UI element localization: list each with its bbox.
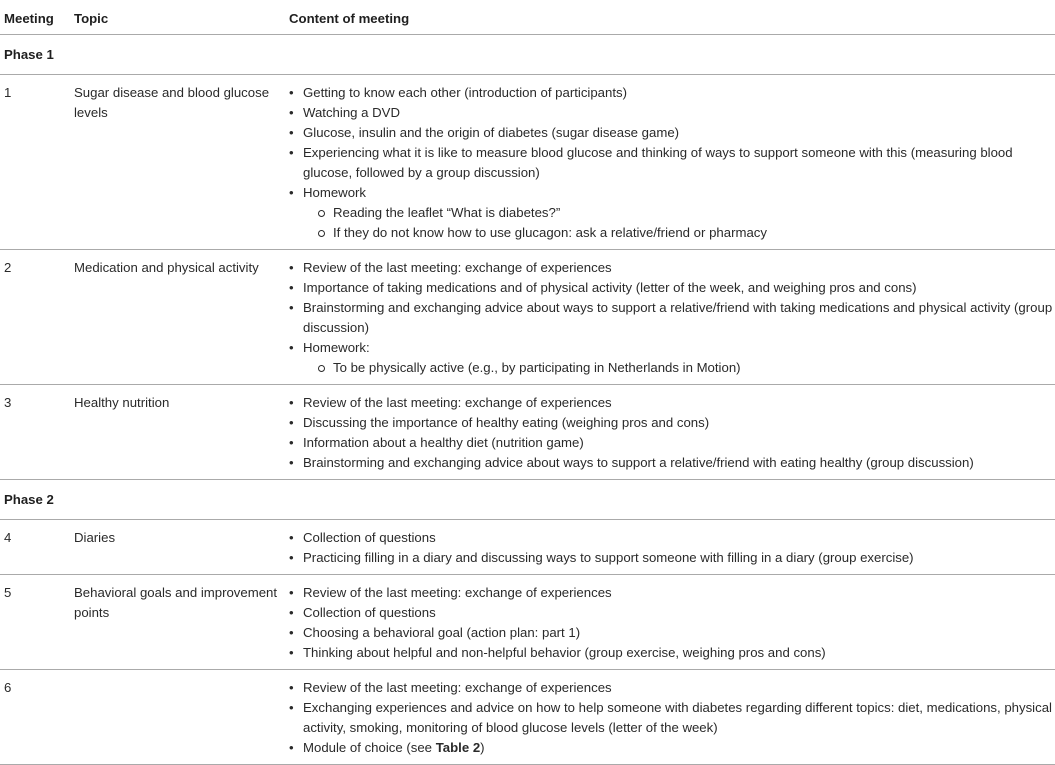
list-item-text: Experiencing what it is like to measure blood glucose and thinking of ways to support someone with this (measuring blood glucose, followed by a group discussion) <box>303 145 1013 180</box>
list-item-text: Homework <box>303 185 367 200</box>
meeting-content <box>285 75 1055 250</box>
list-item-text: Choosing a behavioral goal (action plan: part 1) <box>303 625 581 640</box>
list-item-text: Review of the last meeting: exchange of experiences <box>303 585 612 600</box>
meeting-topic: Diaries <box>70 520 285 575</box>
list-item-text: Module of choice (see <box>303 740 436 755</box>
list-item <box>289 143 1055 183</box>
list-item <box>289 393 1055 413</box>
list-item-text: Exchanging experiences and advice on how to help someone with diabetes regarding different topics: diet, medications, physical activity, smoking, monitoring of blood glucose levels (letter of the week) <box>303 700 1052 735</box>
list-item-text: Getting to know each other (introduction of participants) <box>303 85 628 100</box>
phase-label: Phase 2 <box>0 480 1055 520</box>
list-item-text: Review of the last meeting: exchange of experiences <box>303 395 612 410</box>
list-item-text: Discussing the importance of healthy eating (weighing pros and cons) <box>303 415 710 430</box>
meeting-topic: Behavioral goals and improvement points <box>70 575 285 670</box>
list-item-text: Collection of questions <box>303 605 436 620</box>
content-list <box>289 678 1055 758</box>
content-list <box>289 528 1055 568</box>
meeting-content <box>285 575 1055 670</box>
content-list <box>289 258 1055 378</box>
sub-list-item: Reading the leaflet “What is diabetes?” <box>303 203 1055 223</box>
list-item <box>289 698 1055 738</box>
list-item <box>289 103 1055 123</box>
list-item-text: Glucose, insulin and the origin of diabetes (sugar disease game) <box>303 125 680 140</box>
list-item <box>289 583 1055 603</box>
header-topic: Topic <box>70 0 285 35</box>
list-item-text: Brainstorming and exchanging advice about ways to support a relative/friend with taking medications and physical activity (group discussion) <box>303 300 1053 335</box>
phase-label: Phase 1 <box>0 35 1055 75</box>
header-content: Content of meeting <box>285 0 1055 35</box>
list-item <box>289 433 1055 453</box>
meeting-topic: Sugar disease and blood glucose levels <box>70 75 285 250</box>
list-item <box>289 643 1055 663</box>
content-list <box>289 393 1055 473</box>
list-item <box>289 338 1055 378</box>
meeting-topic: Healthy nutrition <box>70 385 285 480</box>
sub-list-item: To be physically active (e.g., by participating in Netherlands in Motion) <box>303 358 1055 378</box>
meeting-number: 5 <box>0 575 70 670</box>
content-list <box>289 583 1055 663</box>
table-row <box>0 575 1055 670</box>
meeting-content <box>285 670 1055 765</box>
meeting-number: 6 <box>0 670 70 765</box>
list-item-text: Collection of questions <box>303 530 436 545</box>
list-item <box>289 258 1055 278</box>
meeting-topic: Medication and physical activity <box>70 250 285 385</box>
sub-list <box>303 203 1055 243</box>
list-item-text: Homework: <box>303 340 370 355</box>
sub-list-item: If they do not know how to use glucagon: ask a relative/friend or pharmacy <box>303 223 1055 243</box>
header-meeting: Meeting <box>0 0 70 35</box>
header-row <box>0 0 1055 35</box>
meeting-number: 3 <box>0 385 70 480</box>
table-row <box>0 385 1055 480</box>
list-item <box>289 298 1055 338</box>
list-item-text: Importance of taking medications and of physical activity (letter of the week, and weighing pros and cons) <box>303 280 917 295</box>
table-row <box>0 75 1055 250</box>
list-item <box>289 413 1055 433</box>
list-item-text-after: ) <box>480 740 485 755</box>
meeting-content <box>285 520 1055 575</box>
list-item <box>289 183 1055 243</box>
list-item <box>289 738 1055 758</box>
list-item-text: Review of the last meeting: exchange of experiences <box>303 260 612 275</box>
list-item <box>289 678 1055 698</box>
table-row <box>0 520 1055 575</box>
table-row <box>0 250 1055 385</box>
sub-list <box>303 358 1055 378</box>
table-body <box>0 35 1055 765</box>
list-item <box>289 83 1055 103</box>
list-item <box>289 603 1055 623</box>
meeting-number: 2 <box>0 250 70 385</box>
list-item-text: Thinking about helpful and non-helpful behavior (group exercise, weighing pros and cons) <box>303 645 826 660</box>
phase-row <box>0 35 1055 75</box>
meeting-number: 1 <box>0 75 70 250</box>
table-reference-link[interactable]: Table 2 <box>435 740 481 755</box>
list-item-text: Information about a healthy diet (nutrition game) <box>303 435 584 450</box>
content-list <box>289 83 1055 243</box>
list-item-text: Review of the last meeting: exchange of experiences <box>303 680 612 695</box>
list-item <box>289 548 1055 568</box>
list-item <box>289 623 1055 643</box>
meeting-content <box>285 385 1055 480</box>
list-item-text: Practicing filling in a diary and discussing ways to support someone with filling in a diary (group exercise) <box>303 550 914 565</box>
list-item <box>289 123 1055 143</box>
table-row <box>0 670 1055 765</box>
meeting-content <box>285 250 1055 385</box>
list-item <box>289 528 1055 548</box>
meeting-number: 4 <box>0 520 70 575</box>
meeting-topic <box>70 670 285 765</box>
list-item <box>289 278 1055 298</box>
phase-row <box>0 480 1055 520</box>
list-item <box>289 453 1055 473</box>
list-item-text: Watching a DVD <box>303 105 400 120</box>
list-item-text: Brainstorming and exchanging advice about ways to support a relative/friend with eating healthy (group discussion) <box>303 455 974 470</box>
